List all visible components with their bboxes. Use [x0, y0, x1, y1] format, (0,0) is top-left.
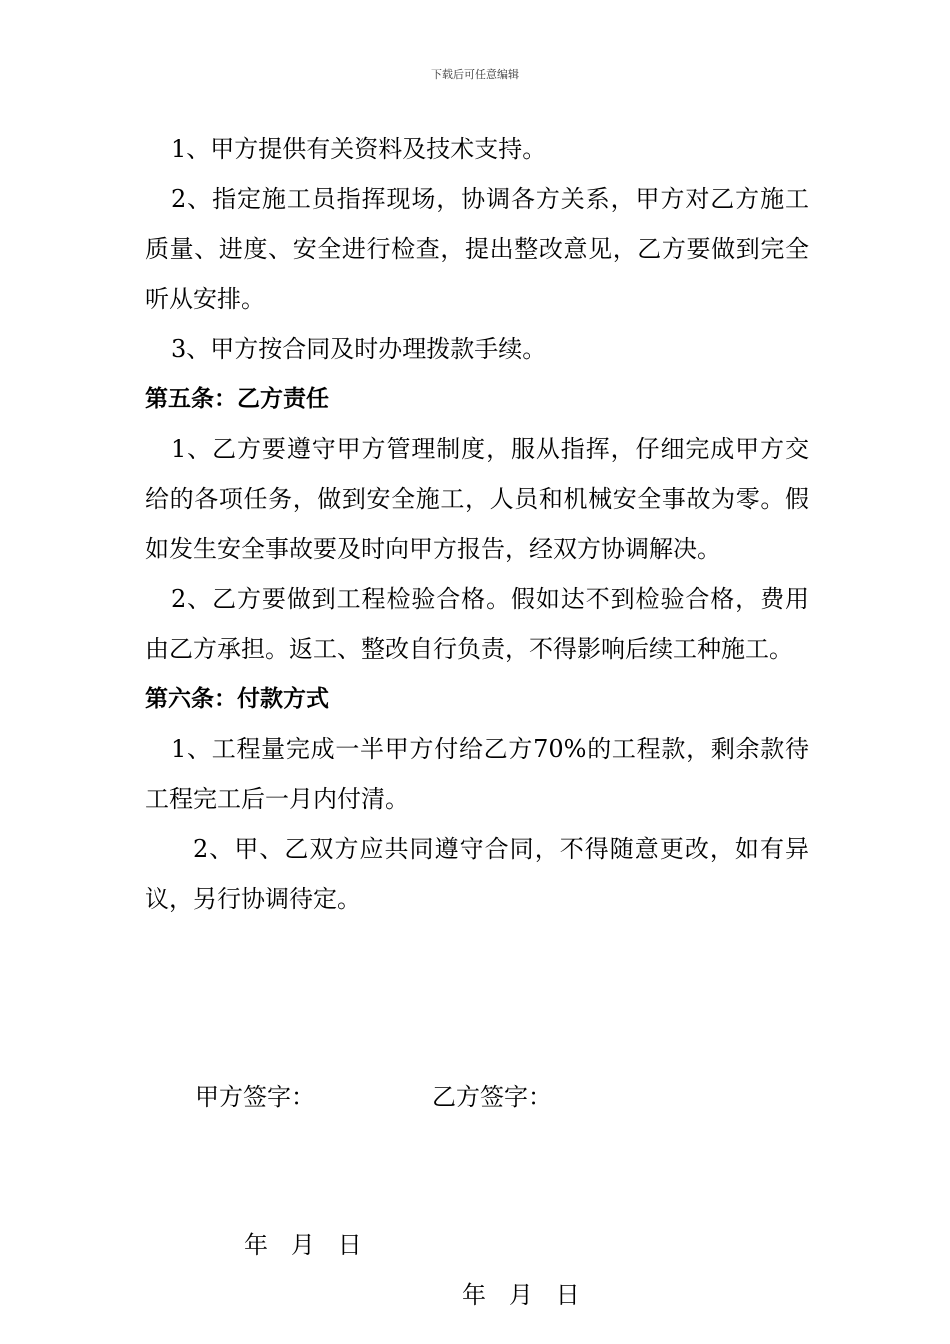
document-body: [145, 124, 809, 924]
party-b-signature-label: 乙方签字：: [432, 1083, 552, 1111]
clause4-item-3: 3、甲方按合同及时办理拨款手续。: [171, 335, 547, 363]
clause5-heading: 第五条：乙方责任: [145, 386, 329, 412]
party-b-date: 年 月 日: [462, 1281, 580, 1309]
clause5-item-2: 2、乙方要做到工程检验合格。假如达不到检验合格，费用由乙方承担。返工、整改自行负责，不得影响后续工种施工。: [145, 585, 809, 663]
clause6-heading: 第六条：付款方式: [145, 686, 329, 712]
date-row: [0, 1170, 950, 1309]
clause6-item-2: 2、甲、乙双方应共同遵守合同，不得随意更改，如有异议，另行协调待定。: [145, 835, 809, 913]
clause6-item-1: 1、工程量完成一半甲方付给乙方70%的工程款，剩余款待工程完工后一月内付清。: [145, 735, 809, 813]
clause5-item-1: 1、乙方要遵守甲方管理制度，服从指挥，仔细完成甲方交给的各项任务，做到安全施工，人员和机械安全事故为零。假如发生安全事故要及时向甲方报告，经双方协调解决。: [145, 435, 809, 563]
clause4-item-2: 2、指定施工员指挥现场，协调各方关系，甲方对乙方施工质量、进度、安全进行检查，提出整改意见，乙方要做到完全听从安排。: [145, 185, 809, 313]
clause4-item-1: 1、甲方提供有关资料及技术支持。: [171, 135, 547, 163]
header-note: 下载后可任意编辑: [431, 68, 519, 81]
party-a-date: 年 月 日: [244, 1231, 362, 1259]
party-a-signature-label: 甲方签字：: [195, 1083, 315, 1111]
signature-row: [0, 1072, 950, 1122]
